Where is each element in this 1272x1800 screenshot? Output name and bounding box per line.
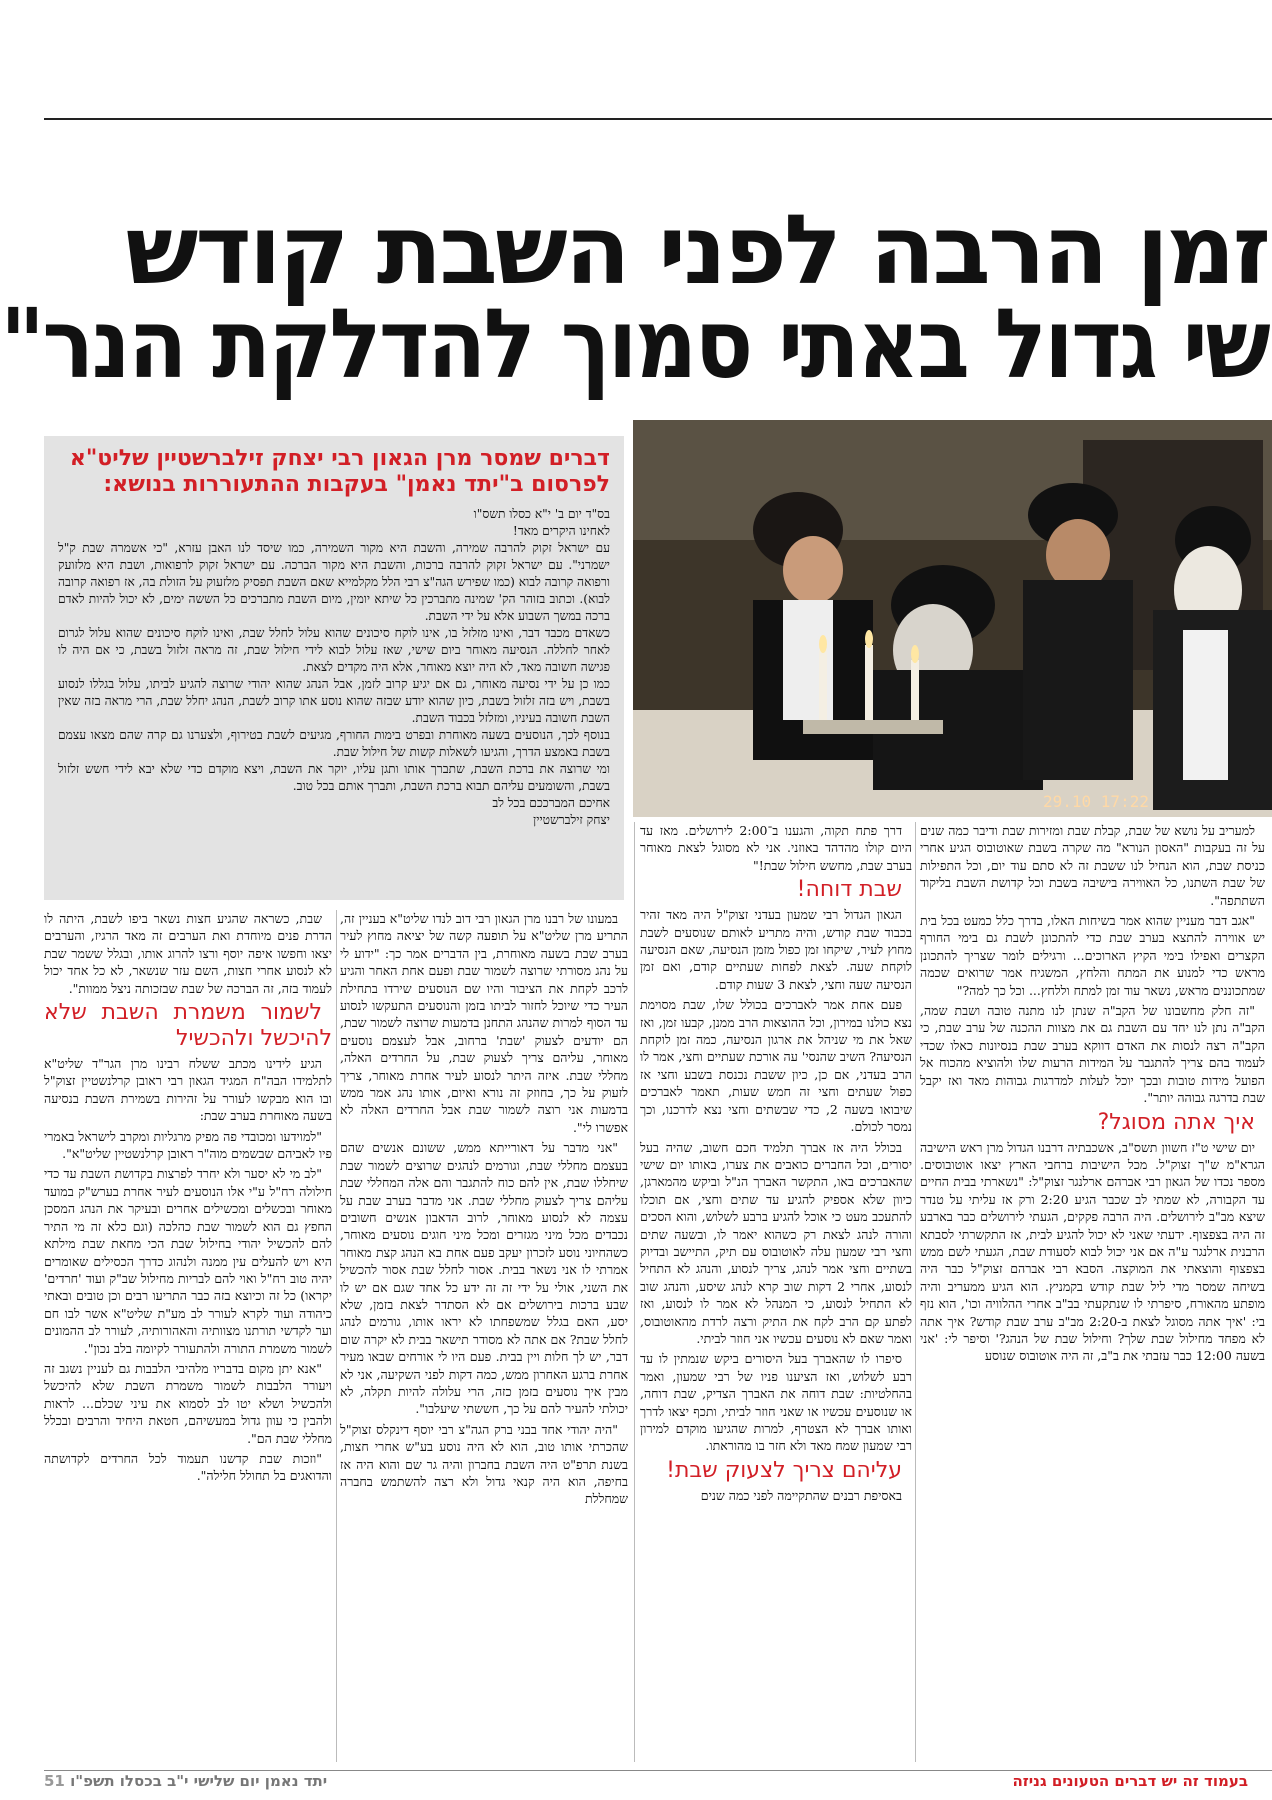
headline-line-2: שי גדול באתי סמוך להדלקת הנר" [0, 288, 1268, 400]
letter-paragraph: בנוסף לכך, הנוסעים בשעה מאוחרת ובפרט בימות החורף, מגיעים לשבת בטירוף, ולצערנו גם קרה שהם מצאו עצמם בשבת באמצע הדרך, והגיעו לשאלות קשות של חילול שבת. [58, 728, 610, 759]
headline-line-1: זמן הרבה לפני השבת קודש [125, 194, 1268, 306]
letter-signature: יצחק זילברשטיין [533, 813, 610, 827]
letter-paragraph: כמו כן על ידי נסיעה מאוחר, גם אם יגיע קרוב לזמן, אבל הנהג שהוא יהודי שרוצה להגיע לביתו, עלול בגללו לנסוע בשבת, ויש בזה זלזול בשבת, כיון שהוא יודע שבזה שהוא נוסע אתו קרוב לשבת, הנהג יחלל שבת, הרי מראה בזה שאין השבת חשובה בעיניו, ומזלזל בכבוד השבת. [58, 677, 610, 725]
letter-title-line-2: לפרסום ב"יתד נאמן" בעקבות ההתעוררות בנושא: [103, 472, 610, 497]
column-paragraph: יום שישי ט"ז חשוון תשס"ב, אשכבתיה דרבנו הגדול מרן ראש הישיבה הגרא"מ ש"ך זצוק"ל. מכל הישיבות ברחבי הארץ יצאו אוטובוסים. מספר נכדו של הגאון רבי אברהם ארלנגר זצוק"ל: "נשארתי בבית החיים עד הקבורה, לא שמתי לב שכבר הגיע 2:20 ורק אז עליתי על טנדר שיצא מב"ב לירושלים. היה הרבה פקקים, הגעתי לירושלים כבר בארבע זה היה בצפצוף. ידעתי שאני לא יכול להגיע לבית, אז התקשרתי לסבתא הרבנית ארלנגר ע"ה אם אני יכול לבוא לסעודת שבת, הגעתי לשם ממש בצפצוף והוצאתי את המוקצה. הסבא רבי אברהם זצוק"ל כבר היה בשיחה שמסר מדי ליל שבת קודש בקמניץ. הוא הגיע ממעריב והיה מופתע מהאורח, סיפרתי לו שנתקעתי בב"ב אחרי ההלוויה וכו', הוא נזף בי: 'איך אתה מסוגל לצאת ב-2:20 מב"ב ערב שבת קודש? איך אתה לא מפחד מחילול שבת שלך? וחילול שבת של הנהג?' וסיפר לי: 'אני בשעה 12:00 כבר עזבתי את ב"ב, זה היה אוטובוס שנוסע [920, 1139, 1266, 1364]
page-number: 51 [44, 1772, 65, 1790]
column-paragraph: דרך פתח תקוה, והגענו ב־2:00 לירושלים. מאז עד היום קולו מהדהד באוזני. אני לא מסוגל לצאת מאוחר בערב שבת, מחשש חילול שבת!" [640, 823, 912, 873]
column-paragraph: למעריב על נושא של שבת, קבלת שבת ומזירות שבת ודיבר כמה שנים על זה בעקבות "האסון הנורא" מה שקרה בשבת שאוטובוס הגיע אחרי כניסת שבת, הוא הנחיל לנו ששבת זה לא סתם עוד יום, וכל התפילות של שבת השתנו, כל האווירה בישיבה בשבת וכל קדושת השבת בליקוד השתתפה". [920, 823, 1265, 908]
photo-timestamp: 29.10 17:22 [1043, 792, 1149, 811]
article-column-4 [44, 910, 332, 1488]
column-paragraph: שבת, כשראה שהגיע חצות נשאר ביפו לשבת, היתה לו הדרת פנים מיוחדת ואת הערבים זה מאד הרגיז, והערבים יצאו וחפשו איפה יוסף ורצו להרוג אותו, ובגלל ששמר שבת לא לנסוע אחרי חצות, השם עזר שנשאר, לא כל אחד יכול לעמוד בזה, זה הברכה של שבת שבזכותה ניצל ממוות". [44, 911, 332, 996]
subheading: שבת דוחה! [796, 877, 902, 903]
column-paragraph: פעם אחת אמר לאברכים בכולל שלו, שבת מסוימת נצא כולנו במירון, וכל ההוצאות הרב ממנן, קבעו זמן, ואז שאל את מי שניהל את ארגון הנסיעה, כמה זמן לוקחת הנסיעה? השיב שהנסי' עה אורכת שעתיים וחצי, אמר לו הרב בעדני, אם כן, כיון ששבת נכנסת בשבע וחצי אז כפול שעתים וחצי זה חמש שעות, תאמר לאברכים שיבואו בשעה 2, כדי שבשתים וחצי נצא לדרכנו, וכך נמסר לכולם. [640, 997, 912, 1135]
column-rule [634, 822, 635, 1762]
column-paragraph: הגיע לידינו מכתב ששלח רבינו מרן הגר"ד שליט"א לתלמידו הבה"ח המגיד הגאון רבי ראובן קרלנשטיין זצוק"ל ובו הוא מבקשו לעורר על זהירות בשמירת השבת בנסיעה בשעה מאוחרת בערב שבת: [44, 1056, 332, 1124]
footer-date: יום שלישי י"ב בכסלו תשפ"ו [70, 1772, 260, 1790]
column-paragraph: במעונו של רבנו מרן הגאון רבי דוב לנדו שליט"א בעניין זה, התריע מרן שליט"א על תופעה קשה של יציאה מחוץ לעיר בערב שבת בשעה מאוחרת, בין הדברים אמר כך: "ידוע לי על נהג מסורתי שרוצה לשמור שבת ופעם אחת האחר והגיע לרכב לקחת את הציבור והיו שם הנוסעים שירדו בתחילת העיר כדי שיוכל לחזור לביתו בזמן והנוסעים התעקשו לנסוע עד הסוף למרות שהנהג התחנן בדמעות שרוצה לשמור שבת, הם יודעים לצעוק 'שבת' ברחוב, אבל לעצמם נוסעים מאוחר, עליהם צריך לצעוק שבת, על החרדים האלה, מחללי שבת. איזה היתר לנסוע לעיר אחרת מאוחר, צריך לזעוק על כך, בחוזק זה נורא ואיום, אותו נהג אמר ממש בדמעות אני רוצה לשמור שבת אבל החרדים האלה לא אפשרו לי". [340, 911, 628, 1135]
column-paragraph: "היה יהודי אחד בבני ברק הגה"צ רבי יוסף דינקלס זצוק"ל שהכרתי אותו טוב, הוא לא היה נוסע בע"ש אחרי חצות, בשנת תרפ"ט היה השבת בחברון והיה גר שם והוא היה אז בחיפה, הוא היה קנאי גדול ולא רצה להשתמש בחברה שמחללת [340, 1421, 628, 1507]
article-column-3 [340, 910, 628, 1511]
letter-paragraph: ומי שרוצה את ברכת השבת, שתברך אותו ותגן עליו, יוקר את השבת, ויצא מוקדם כדי שלא יבא לידי חשש זלזול בשבת, והשומעים עליהם תבוא ברכת השבת, ותברך אותם בכל טוב. [58, 762, 610, 793]
column-paragraph: "אגב דבר מעניין שהוא אמר בשיחות האלו, בדרך כלל כמעט בכל בית יש אווירה להתצא בערב שבת כדי להתכונן לשבת גם בימי החורף הקצרים ואפילו בימי הקיץ הארוכים... ורגילים לומר שצריך להתכונן מראש כדי למנוע את המתח והלחץ, המשגיח אמר שרואים שכמה שמתכוננים מראש, נשאר עוד זמן למתח וללחץ... וכל כך למה?" [920, 913, 1265, 998]
letter-title-line-1: דברים שמסר מרן הגאון רבי יצחק זילברשטיין שליט"א [69, 446, 610, 471]
letter-paragraph: כשאדם מכבד דבר, ואינו מזלזל בו, אינו לוקח סיכונים שהוא עלול לחלל שבת, ואינו לוקח סיכונים שהוא עלול לגרום לאחר לחללה. הנסיעה מאוחר ביום שישי, שאז עלול לבוא לידי חילול שבת, זה מראה זלזול בשבת, כי אם היה לו פגישה חשובה מאד, לא היה יוצא מאוחר, אלא היה מקדים לצאת. [58, 626, 610, 674]
letter-box [44, 436, 624, 900]
letter-greeting: לאחינו היקרים מאד! [512, 524, 610, 538]
column-paragraph: "וזכות שבת קדשנו תעמוד לכל החרדים לקדושתה והדואגים בל תחולל חלילה". [44, 1450, 332, 1484]
letter-paragraph: עם ישראל זקוק להרבה שמירה, והשבת היא מקור השמירה, כמו שיסד לנו האבן עזרא, "כי אשמרה שבת ק"ל ישמרני". עם ישראל זקוק להרבה ברכות, והשבת היא מקור הברכה. עם ישראל זקוק לרפואות, ושבת היא מלזועק ורפואה קרובה לבוא (כמו שפירש הגה"צ רבי הלל מקלמייא שאם השבת תפסיק מלזעוק על הזולת בה, אז רפואה קרובה לבוא). וכתוב בזוהר הק' שמינה מתברכין כל שיתא יומין, מיום השבת מתברכים כל הששה ימים, לא יכול להיות לאדם ברכה במשך השבוע אלא על ידי השבת. [58, 541, 610, 623]
top-rule [44, 118, 1272, 120]
column-paragraph: "אנא יתן מקום בדבריו מלהיבי הלבבות גם לעניין נשגב זה ויעורר הלבבות לשמור משמרת השבת שלא להיכשל ולהכשיל ושלא יטו לב לסמוא את עיני שכלם... לראות ולהבין כי עוון גדול במעשיהם, חטאת היחיד והרבים ובכלל מחללי שבת הם". [44, 1360, 332, 1446]
genizah-notice: בעמוד זה יש דברים הטעונים גניזה [1012, 1772, 1248, 1790]
column-rule [336, 910, 337, 1762]
column-paragraph: באסיפת רבנים שהתקיימה לפני כמה שנים [700, 1487, 902, 1503]
letter-date: בס"ד יום ב' י"א כסלו תשס"ו [473, 507, 610, 521]
column-paragraph: "אני מדבר על דאורייתא ממש, ששונם אנשים שהם בעצמם מחללי שבת, וגורמים לנהגים שרוצים לשמור שבת שיחללו שבת, אין להם כוח להתגבר והם אלה המחללי שבת עליהם צריך לצעוק מחללי שבת. אני מדבר בערב שבת על עצמה לא לנסוע מאוחר, לרוב הדאבון אנשים חשובים נכבדים מכל מיני מגזרים ומכל מיני חוגים נוסעים מאוחר, כשהחיוני נוסע לזכרון יעקב פעם אחת בא הנהג קצת מאוחר אמרתי לו אני נשאר בבית. אסור לחלל שבת אסור להכשיל את השני, אולי על ידי זה זה ידע כל אחד שגם אם יש לו שבע ברכות בירושלים אם לא הסתדר לצאת בזמן, שלא יסע, האם בגלל שמשפחתו לא יראו אותו, גורמים לנהג לחלל שבת? אם אתה לא מסודר תישאר בבית לא יקרה שום דבר, יש לך חלות ויין בבית. פעם היו לי אורחים שבאו מעיר אחרת ברגע האחרון ממש, כמה דקות לפני השקיעה, אני לא מבין איך נוסעים בזמן כזה, הרי עלולה להיות תקלה, לא יכולתי להעיר להם על כך, חששתי שיעלבו". [340, 1140, 628, 1417]
column-paragraph: הגאון הגדול רבי שמעון בעדני זצוק"ל היה מאד זהיר בכבוד שבת קודש, והיה מתריע לאותם שנוסעים לשבת מחוץ לעיר, שיקחו זמן כפול מזמן הנסיעה, שאם הנסיעה לוקחת שעה. לצאת לפחות שעתיים קודם, ואם זמן הנסיעה שעה וחצי, לצאת 3 שעות קודם. [640, 907, 912, 992]
column-paragraph: סיפרו לו שהאברך בעל היסורים ביקש שנמתין לו עד רבע לשלוש, ואז הציענו פניו של רבי שמעון, ואמר בהחלטיות: שבת דוחה את האברך הצדיק, שבת דוחה, או שנוסעים עכשיו או שאני חוזר לביתי, ותכף יצאו לדרך ואותו אברך לא הצטרף, למרות שהגיעו מוקדם למירון רבי שמעון שמח מאד ולא חזר בו מהוראתו. [640, 1351, 912, 1454]
article-column-2 [640, 822, 912, 1507]
page-footer [44, 1772, 327, 1790]
subheading: איך אתה מסוגל? [1097, 1109, 1255, 1135]
column-paragraph: "לב מי לא יסער ולא יחרד לפרצות בקדושת השבת עד כדי חילולה רח"ל ע"י אלו הנוסעים לעיר אחרת בערש"ק במועד מאוחר ובכשלים ומכשילים אחרים ובעיקר את הנהג המסכן החפץ גם הוא לשמור שבת כהלכה (וגם כלא זה מי התיר להם להכשיל יהודי בחילול שבת הכי מחאת שבת מילתא היא ויש להעלים עין ממנה ולנהוג כדרך הכסילים שאומרים יהיה טוב רח"ל ואוי להם לבריות מחילול שב"ק ועוד 'חרדים' יקראו) כל זה וכיוצא בזה כבר התריעו רבים וכן טובים ובאתי כיהודה ועוד לקרא לעורר לב מע"ת שליט"א אשר לבו חם וער לקדשי תורתנו מצוותיה והאהורותיה, לעורר לב ההמונים לשמור משמרת התורה ולהתעורר לקיומה בלב נכון". [44, 1166, 332, 1356]
subheading: לשמור משמרת השבת שלא להיכשל ולהכשיל [44, 1000, 332, 1052]
rabbis-candle-lighting-photo [633, 420, 1272, 817]
letter-box-title [58, 446, 610, 498]
letter-closing: אחיכם המברככם בכל לב [492, 796, 610, 810]
column-paragraph: בכולל היה אז אברך תלמיד חכם חשוב, שהיה בעל יסורים, וכל החברים כואבים את צערו, באותו יום שישי שהאברכים באו, התקשר האברך הנ"ל וביקש מהמארגן, כיוון שלא אספיק להגיע עד שתים וחצי, אם תוכלו להתעכב מעט כי אוכל להגיע ברבע לשלוש, והוא הסכים והורה לנהג לצאת רק כשהוא יאמר לו, ובשעה שתים וחצי רבי שמעון עלה לאוטובוס עם תיק, התיישב ובדיוק בשתיים וחצי אמר לנהג, צריך לנסוע, והנהג לא התחיל לנסוע, אחרי 2 דקות שוב קרא לנהג שיסע, והנהג שוב לא התחיל לנסוע, כי המנהל לא אמר לו לנסוע, ואז לפתע קם הרב לקח את התיק ורצה לרדת מהאוטובוס, ואמר שאם לא נוסעים עכשיו אני חוזר לביתי. [640, 1139, 912, 1346]
footer-paper-name: יתד נאמן [264, 1772, 328, 1790]
column-rule [915, 822, 916, 1762]
article-column-1 [920, 822, 1265, 1368]
column-paragraph: "זה חלק מחשבונו של הקב"ה שנתן לנו מתנה טובה ושבת שמה, הקב"ה נתן לנו יחד עם השבת גם את מצוות ההכנה של ערב שבת, כי הקב"ה רצה לנסות את האדם דווקא בערב שבת בנסיונות כאלו שכדי לעמוד בהם צריך להתגבר על המידות הרעות שלו ולהוציא מהכוח אל הפועל מידות טובות ובכך יוכל לעלות למדרגות גבוהות מאד ואז יקבל שבת בדרגה גבוהה יותר". [920, 1003, 1265, 1106]
subheading: עליהם צריך לצעוק שבת! [666, 1457, 902, 1483]
bottom-rule [44, 1770, 1272, 1771]
column-paragraph: "למוידעו ומכובדי פה מפיק מרגליות ומקרב לישראל באמרי פיו לאביהם שבשמים מוה"ר ראובן קרלנשטיין שליט"א". [44, 1128, 332, 1162]
